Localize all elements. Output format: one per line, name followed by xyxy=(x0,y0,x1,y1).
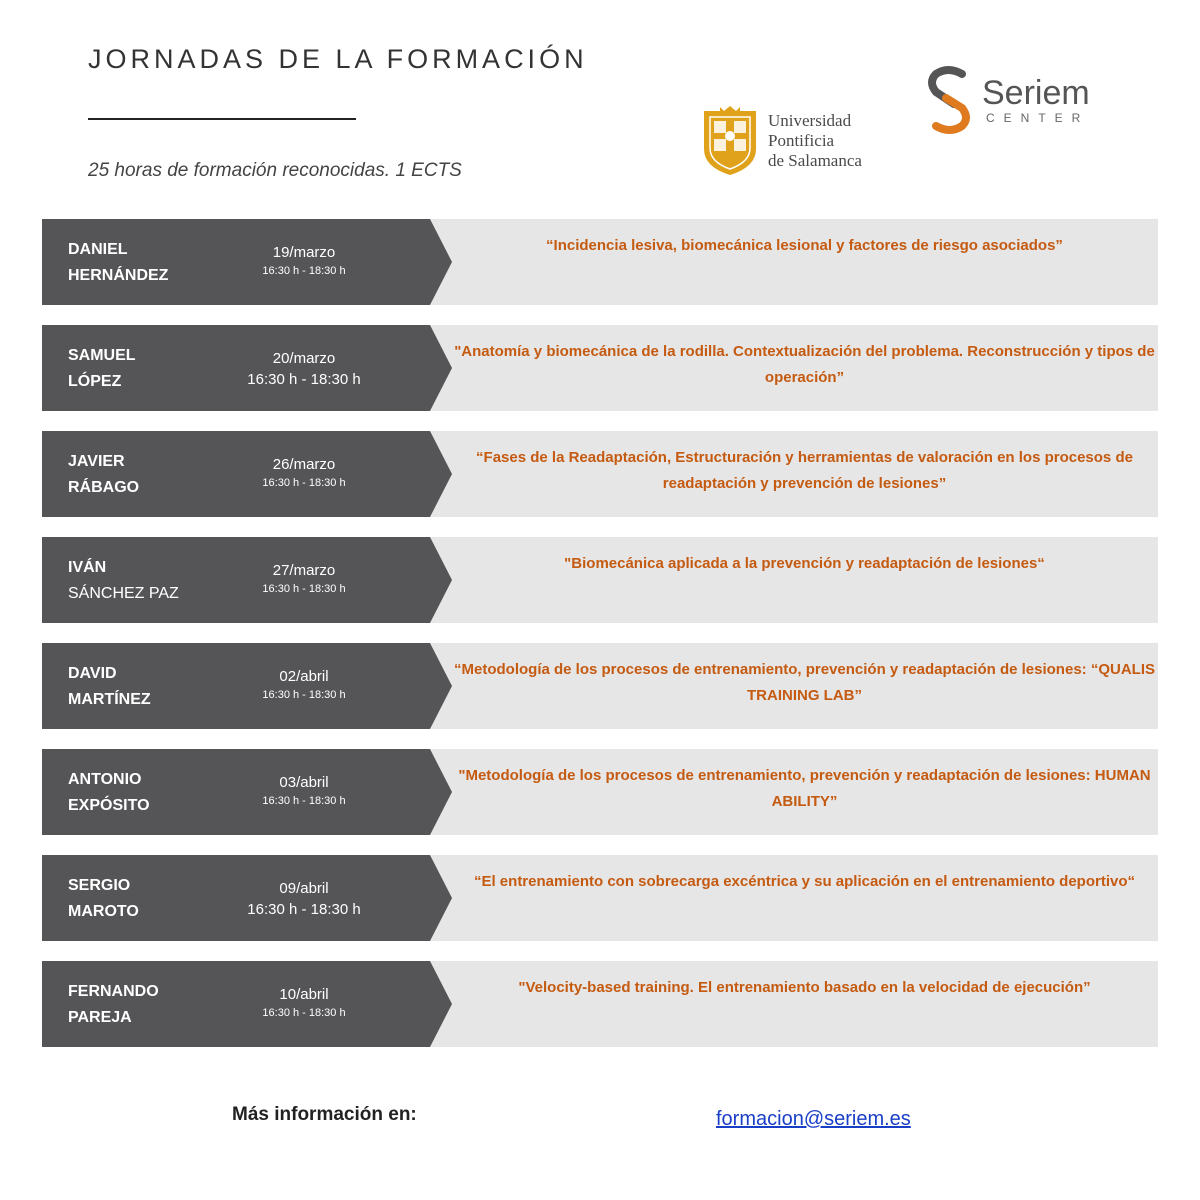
session-time: 16:30 h - 18:30 h xyxy=(262,795,346,807)
university-seal-icon xyxy=(700,105,760,177)
speaker-name: DAVID MARTÍNEZ xyxy=(68,665,151,708)
page-subtitle: 25 horas de formación reconocidas. 1 ECTS xyxy=(88,160,462,181)
session-row xyxy=(42,325,1158,411)
session-row xyxy=(42,537,1158,623)
speaker-name: SAMUEL LÓPEZ xyxy=(68,347,136,390)
session-time: 16:30 h - 18:30 h xyxy=(247,901,361,918)
session-date: 09/abril xyxy=(279,880,329,897)
seriem-name: Seriem xyxy=(982,74,1090,112)
talk-title: “Incidencia lesiva, biomecánica lesional y factores de riesgo asociados” xyxy=(546,237,1063,254)
upsa-line3: de Salamanca xyxy=(768,151,862,170)
page-title: JORNADAS DE LA FORMACIÓN xyxy=(88,44,588,74)
session-time: 16:30 h - 18:30 h xyxy=(262,689,346,701)
session-time: 16:30 h - 18:30 h xyxy=(262,477,346,489)
speaker-name: ANTONIO EXPÓSITO xyxy=(68,771,150,814)
upsa-line2: Pontificia xyxy=(768,131,835,150)
talk-title: "Velocity-based training. El entrenamiento basado en la velocidad de ejecución” xyxy=(518,979,1091,996)
seriem-sub: CENTER xyxy=(986,111,1090,125)
session-row xyxy=(42,749,1158,835)
session-date: 20/marzo xyxy=(272,350,336,367)
session-row xyxy=(42,855,1158,941)
session-row xyxy=(42,219,1158,305)
sessions-list xyxy=(42,219,1158,1067)
speaker-name: SERGIO MAROTO xyxy=(68,877,139,920)
speaker-name: IVÁN SÁNCHEZ PAZ xyxy=(68,559,179,602)
talk-title: “El entrenamiento con sobrecarga excéntrica y su aplicación en el entrenamiento deportivo“ xyxy=(473,873,1136,890)
talk-title: “Metodología de los procesos de entrenamiento, prevención y readaptación de lesiones: “QUALIS TRAINING LAB” xyxy=(454,661,1155,704)
session-date: 03/abril xyxy=(279,774,329,791)
session-time: 16:30 h - 18:30 h xyxy=(262,583,346,595)
seriem-logo xyxy=(924,64,1090,136)
talk-title: "Biomecánica aplicada a la prevención y readaptación de lesiones“ xyxy=(564,555,1045,572)
email-link[interactable]: formacion@seriem.es xyxy=(716,1108,911,1130)
talk-title: "Metodología de los procesos de entrenamiento, prevención y readaptación de lesiones: HUMAN ABILITY” xyxy=(458,767,1151,810)
talk-title: "Anatomía y biomecánica de la rodilla. Contextualización del problema. Reconstrucción y tipos de operación” xyxy=(454,343,1155,386)
more-info-label: Más información en: xyxy=(232,1104,417,1125)
session-date: 27/marzo xyxy=(272,562,336,579)
title-rule xyxy=(88,118,356,120)
session-time: 16:30 h - 18:30 h xyxy=(247,371,361,388)
session-date: 10/abril xyxy=(279,986,329,1003)
session-time: 16:30 h - 18:30 h xyxy=(262,1007,346,1019)
session-row xyxy=(42,961,1158,1047)
speaker-name: FERNANDO PAREJA xyxy=(68,983,159,1026)
session-time: 16:30 h - 18:30 h xyxy=(262,265,346,277)
session-date: 19/marzo xyxy=(272,244,336,261)
talk-title: “Fases de la Readaptación, Estructuración y herramientas de valoración en los procesos de readaptación y prevención de lesiones” xyxy=(476,449,1133,492)
upsa-line1: Universidad xyxy=(768,111,852,130)
session-row xyxy=(42,431,1158,517)
session-date: 02/abril xyxy=(279,668,329,685)
session-row xyxy=(42,643,1158,729)
speaker-name: DANIEL HERNÁNDEZ xyxy=(68,241,169,284)
seriem-s-icon xyxy=(924,64,974,136)
session-date: 26/marzo xyxy=(272,456,336,473)
upsa-logo xyxy=(700,104,862,178)
speaker-name: JAVIER RÁBAGO xyxy=(68,453,140,496)
